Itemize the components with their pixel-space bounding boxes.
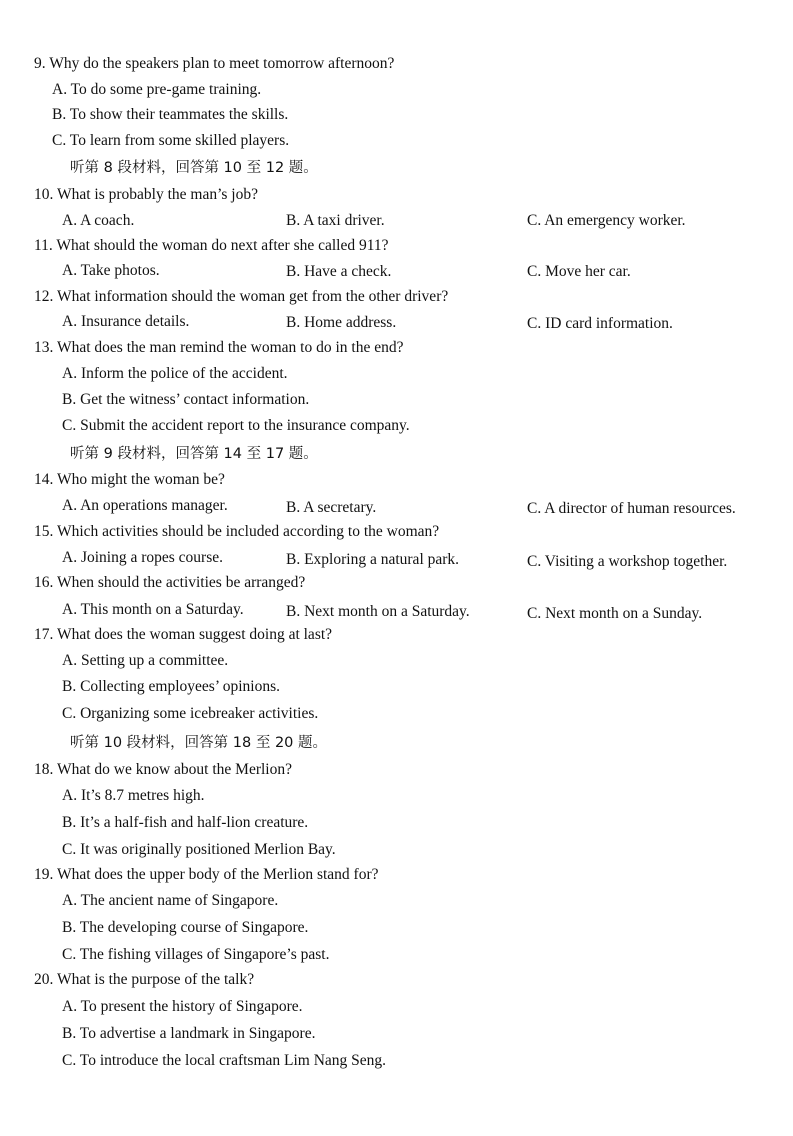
question-10-option-b: B. A taxi driver. bbox=[286, 212, 385, 229]
question-11-option-b: B. Have a check. bbox=[286, 263, 392, 280]
question-15-option-a: A. Joining a ropes course. bbox=[62, 549, 223, 566]
question-16-option-b: B. Next month on a Saturday. bbox=[286, 603, 470, 620]
question-10-option-c: C. An emergency worker. bbox=[527, 212, 686, 229]
question-12-option-c: C. ID card information. bbox=[527, 315, 673, 332]
question-19-option-a: A. The ancient name of Singapore. bbox=[62, 892, 279, 909]
question-13-option-a: A. Inform the police of the accident. bbox=[62, 365, 288, 382]
question-19-stem: 19. What does the upper body of the Merlion stand for? bbox=[34, 866, 379, 883]
question-17-option-b: B. Collecting employees’ opinions. bbox=[62, 678, 280, 695]
question-13-stem: 13. What does the man remind the woman to do in the end? bbox=[34, 339, 404, 356]
section-9-heading: 听第 9 段材料，回答第 14 至 17 题。 bbox=[70, 446, 318, 462]
question-15-option-b: B. Exploring a natural park. bbox=[286, 551, 460, 568]
question-16-stem: 16. When should the activities be arranged? bbox=[34, 574, 306, 591]
section-10-heading: 听第 10 段材料，回答第 18 至 20 题。 bbox=[70, 735, 328, 751]
question-11-option-c: C. Move her car. bbox=[527, 263, 631, 280]
question-18-option-c: C. It was originally positioned Merlion Bay. bbox=[62, 841, 336, 858]
question-9-option-c: C. To learn from some skilled players. bbox=[52, 132, 290, 149]
question-13-option-b: B. Get the witness’ contact information. bbox=[62, 391, 310, 408]
question-17-option-c: C. Organizing some icebreaker activities. bbox=[62, 705, 319, 722]
question-10-stem: 10. What is probably the man’s job? bbox=[34, 186, 258, 203]
question-10-option-a: A. A coach. bbox=[62, 212, 135, 229]
question-17-option-a: A. Setting up a committee. bbox=[62, 652, 229, 669]
question-18-option-a: A. It’s 8.7 metres high. bbox=[62, 787, 205, 804]
question-11-option-a: A. Take photos. bbox=[62, 262, 160, 279]
question-9-stem: 9. Why do the speakers plan to meet tomorrow afternoon? bbox=[34, 55, 395, 72]
question-18-option-b: B. It’s a half-fish and half-lion creature. bbox=[62, 814, 309, 831]
question-15-option-c: C. Visiting a workshop together. bbox=[527, 553, 728, 570]
question-12-stem: 12. What information should the woman get from the other driver? bbox=[34, 288, 449, 305]
question-12-option-b: B. Home address. bbox=[286, 314, 397, 331]
question-20-stem: 20. What is the purpose of the talk? bbox=[34, 971, 255, 988]
question-16-option-c: C. Next month on a Sunday. bbox=[527, 605, 703, 622]
section-8-heading: 听第 8 段材料，回答第 10 至 12 题。 bbox=[70, 160, 318, 176]
question-16-option-a: A. This month on a Saturday. bbox=[62, 601, 244, 618]
question-14-option-c: C. A director of human resources. bbox=[527, 500, 736, 517]
question-20-option-b: B. To advertise a landmark in Singapore. bbox=[62, 1025, 316, 1042]
question-15-stem: 15. Which activities should be included according to the woman? bbox=[34, 523, 440, 540]
question-14-option-a: A. An operations manager. bbox=[62, 497, 228, 514]
question-9-option-b: B. To show their teammates the skills. bbox=[52, 106, 289, 123]
question-14-stem: 14. Who might the woman be? bbox=[34, 471, 225, 488]
question-9-option-a: A. To do some pre-game training. bbox=[52, 81, 262, 98]
question-20-option-c: C. To introduce the local craftsman Lim Nang Seng. bbox=[62, 1052, 387, 1069]
question-12-option-a: A. Insurance details. bbox=[62, 313, 190, 330]
question-18-stem: 18. What do we know about the Merlion? bbox=[34, 761, 292, 778]
question-19-option-b: B. The developing course of Singapore. bbox=[62, 919, 309, 936]
question-17-stem: 17. What does the woman suggest doing at last? bbox=[34, 626, 333, 643]
question-20-option-a: A. To present the history of Singapore. bbox=[62, 998, 303, 1015]
question-14-option-b: B. A secretary. bbox=[286, 499, 377, 516]
question-19-option-c: C. The fishing villages of Singapore’s past. bbox=[62, 946, 330, 963]
question-13-option-c: C. Submit the accident report to the insurance company. bbox=[62, 417, 410, 434]
question-11-stem: 11. What should the woman do next after she called 911? bbox=[34, 237, 389, 254]
